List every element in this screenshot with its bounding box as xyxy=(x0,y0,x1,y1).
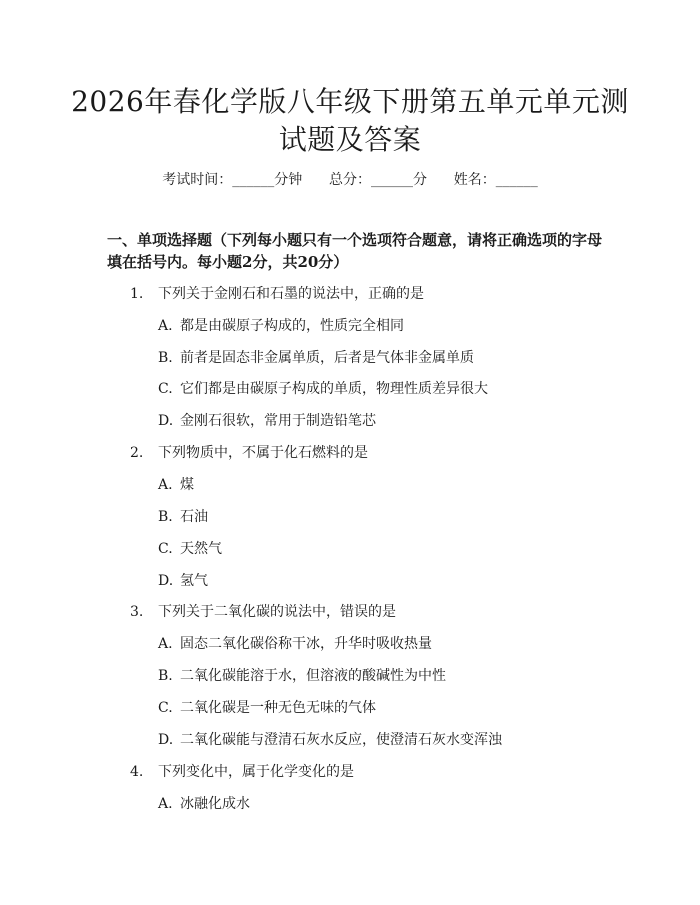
option-letter: A. xyxy=(158,477,173,493)
option-letter: A. xyxy=(158,796,173,812)
question-1 xyxy=(130,283,424,303)
question-text: 下列变化中，属于化学变化的是 xyxy=(158,764,354,780)
question-1-option-b xyxy=(158,347,474,367)
question-4 xyxy=(130,761,354,781)
option-letter: C. xyxy=(158,700,173,716)
option-letter: B. xyxy=(158,350,173,366)
exam-info-line: 考试时间：______分钟 总分：______分 姓名：______ xyxy=(162,172,538,188)
question-number: 2. xyxy=(130,445,144,461)
question-3-option-c xyxy=(158,697,376,717)
option-letter: B. xyxy=(158,509,173,525)
option-letter: C. xyxy=(158,541,173,557)
question-2-option-d xyxy=(158,570,208,590)
question-text: 下列关于金刚石和石墨的说法中，正确的是 xyxy=(158,286,424,302)
option-text: 二氧化碳能溶于水，但溶液的酸碱性为中性 xyxy=(180,668,446,684)
question-2-option-a xyxy=(158,474,194,494)
question-3-option-a xyxy=(158,633,432,653)
option-text: 前者是固态非金属单质，后者是气体非金属单质 xyxy=(180,350,474,366)
question-text: 下列关于二氧化碳的说法中，错误的是 xyxy=(158,604,396,620)
option-text: 金刚石很软，常用于制造铅笔芯 xyxy=(180,413,376,429)
question-2 xyxy=(130,442,368,462)
question-2-option-b xyxy=(158,506,208,526)
option-letter: D. xyxy=(158,413,174,429)
option-text: 煤 xyxy=(180,477,194,493)
question-1-option-d xyxy=(158,410,376,430)
question-1-option-a xyxy=(158,315,404,335)
question-3 xyxy=(130,601,396,621)
option-letter: A. xyxy=(158,636,173,652)
question-number: 4. xyxy=(130,764,144,780)
question-4-option-a xyxy=(158,793,250,813)
option-text: 天然气 xyxy=(180,541,222,557)
question-3-option-d xyxy=(158,729,502,749)
exam-title-line-1: 2026年春化学版八年级下册第五单元单元测 xyxy=(71,85,629,118)
option-text: 二氧化碳是一种无色无味的气体 xyxy=(180,700,376,716)
option-letter: A. xyxy=(158,318,173,334)
question-3-option-b xyxy=(158,665,446,685)
option-text: 冰融化成水 xyxy=(180,796,250,812)
option-text: 石油 xyxy=(180,509,208,525)
question-number: 1. xyxy=(130,286,144,302)
section-heading-single-choice: 一、单项选择题（下列每小题只有一个选项符合题意，请将正确选项的字母填在括号内。每小题2分，共20分） xyxy=(107,231,603,271)
option-text: 固态二氧化碳俗称干冰，升华时吸收热量 xyxy=(180,636,432,652)
option-letter: D. xyxy=(158,573,174,589)
option-text: 都是由碳原子构成的，性质完全相同 xyxy=(180,318,404,334)
option-text: 它们都是由碳原子构成的单质，物理性质差异很大 xyxy=(180,381,488,397)
option-text: 二氧化碳能与澄清石灰水反应，使澄清石灰水变浑浊 xyxy=(180,732,502,748)
question-text: 下列物质中，不属于化石燃料的是 xyxy=(158,445,368,461)
option-letter: C. xyxy=(158,381,173,397)
option-letter: D. xyxy=(158,732,174,748)
exam-title-line-2: 试题及答案 xyxy=(278,123,422,156)
question-number: 3. xyxy=(130,604,144,620)
option-letter: B. xyxy=(158,668,173,684)
question-1-option-c xyxy=(158,378,488,398)
option-text: 氢气 xyxy=(180,573,208,589)
question-2-option-c xyxy=(158,538,222,558)
